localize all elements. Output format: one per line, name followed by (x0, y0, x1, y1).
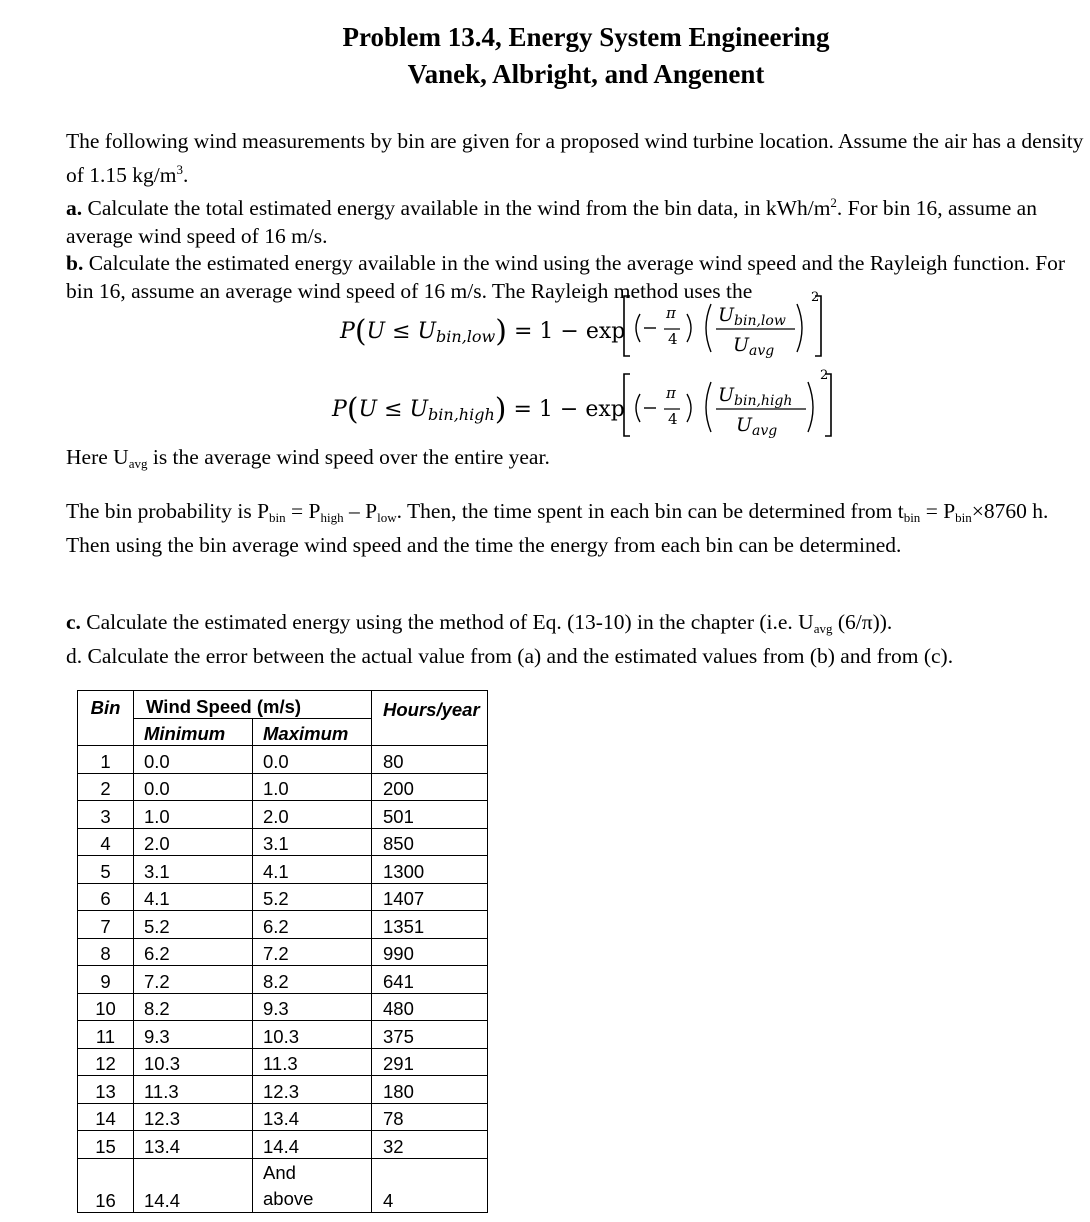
cell-hours: 850 (372, 828, 488, 856)
table-header-row-1 (78, 691, 488, 719)
header-bin: Bin (78, 691, 134, 746)
cell-bin: 10 (78, 993, 134, 1021)
eq2-U2: U (409, 397, 429, 422)
eq1-den-sub: avg (749, 343, 775, 359)
cell-hours: 501 (372, 801, 488, 829)
cell-hours: 480 (372, 993, 488, 1021)
cell-hours: 80 (372, 746, 488, 774)
table-row (78, 828, 488, 856)
part-a-label: a. (66, 196, 83, 220)
cell-max: 4.1 (253, 856, 372, 884)
bp-1: The bin probability is P (66, 499, 270, 523)
eq1-U2: U (417, 319, 437, 344)
cell-max: 9.3 (253, 993, 372, 1021)
cell-min: 6.2 (134, 938, 253, 966)
cell-bin: 6 (78, 883, 134, 911)
eq1-sub: bin,low (436, 327, 496, 346)
cell-bin: 7 (78, 911, 134, 939)
cell-max: 5.2 (253, 883, 372, 911)
cell-min: 0.0 (134, 746, 253, 774)
table-row-last (78, 1158, 488, 1212)
eq1-rhs: = 1 − exp (513, 319, 626, 344)
cell-bin: 15 (78, 1131, 134, 1159)
cell-hours: 1300 (372, 856, 488, 884)
cell-bin: 3 (78, 801, 134, 829)
cell-hours: 32 (372, 1131, 488, 1159)
cell-hours: 291 (372, 1048, 488, 1076)
cell-min: 14.4 (134, 1158, 253, 1212)
table-row (78, 801, 488, 829)
cell-min: 11.3 (134, 1076, 253, 1104)
eq2-den-U: U (736, 414, 753, 436)
table-row (78, 966, 488, 994)
cell-bin: 11 (78, 1021, 134, 1049)
bp-2: = P (285, 499, 321, 523)
bp-s5: bin (955, 510, 972, 525)
table-body (78, 746, 488, 1159)
table-row (78, 1076, 488, 1104)
cell-max: 14.4 (253, 1131, 372, 1159)
eq2-num-sub: bin,high (734, 393, 793, 409)
cell-hours: 200 (372, 773, 488, 801)
problem-statement (66, 128, 1086, 305)
cell-max: 11.3 (253, 1048, 372, 1076)
bp-4: . Then, the time spent in each bin can be determined from t (396, 499, 904, 523)
header-wind-speed: Wind Speed (m/s) (134, 691, 372, 719)
eq1-four: 4 (668, 330, 678, 348)
cell-max: 10.3 (253, 1021, 372, 1049)
part-c-text: Calculate the estimated energy using the method of Eq. (13-10) in the chapter (i.e. U (80, 610, 814, 634)
cell-hours: 180 (372, 1076, 488, 1104)
cell-max: 2.0 (253, 801, 372, 829)
header-hours: Hours/year (372, 691, 488, 746)
eq2-U: U (358, 397, 378, 422)
eq2-P: P (332, 397, 347, 422)
cell-min: 7.2 (134, 966, 253, 994)
wind-bin-table (77, 690, 488, 1213)
cell-max-line2: above (263, 1187, 314, 1209)
eq1-num-U: U (718, 304, 735, 326)
eq1-den-U: U (733, 334, 750, 356)
cell-bin: 4 (78, 828, 134, 856)
part-c-sub: avg (813, 621, 833, 636)
cell-bin: 9 (78, 966, 134, 994)
part-c-end: (6/π)). (832, 610, 893, 634)
cell-hours: 4 (372, 1158, 488, 1212)
eq1-num-sub: bin,low (734, 313, 786, 329)
cell-bin: 5 (78, 856, 134, 884)
cell-max-line1: And (263, 1161, 296, 1183)
cell-hours: 1351 (372, 911, 488, 939)
here-sub: avg (128, 456, 148, 471)
bp-3: – P (343, 499, 378, 523)
cell-min: 10.3 (134, 1048, 253, 1076)
cell-max: 8.2 (253, 966, 372, 994)
eq2-num-U: U (718, 384, 735, 406)
parts-c-d (66, 609, 1086, 670)
table-row (78, 1021, 488, 1049)
cell-min: 2.0 (134, 828, 253, 856)
page-subtitle-authors: Vanek, Albright, and Angenent (407, 59, 765, 89)
cell-max: 1.0 (253, 773, 372, 801)
cell-bin: 8 (78, 938, 134, 966)
cell-min: 3.1 (134, 856, 253, 884)
table-row (78, 938, 488, 966)
cell-min: 1.0 (134, 801, 253, 829)
intro-end: . (182, 162, 189, 187)
part-a-text: Calculate the total estimated energy available in the wind from the bin data, in kWh/m (82, 196, 831, 220)
cell-hours: 990 (372, 938, 488, 966)
rayleigh-equation-high: $P(U \le U_{bin,high}) = 1 - \exp$ π 4 $U_{bin,high}$ $U_{avg}$ 2 (0, 368, 1090, 440)
bp-s4: bin (903, 510, 921, 525)
table-row (78, 856, 488, 884)
eq1-U: U (366, 319, 386, 344)
table-row (78, 1048, 488, 1076)
cell-max: 6.2 (253, 911, 372, 939)
table-row (78, 883, 488, 911)
cell-min: 5.2 (134, 911, 253, 939)
eq1-P: P (340, 319, 355, 344)
cell-min: 8.2 (134, 993, 253, 1021)
bp-5: = P (920, 499, 956, 523)
bp-s2: high (320, 510, 344, 525)
eq1-pi: π (666, 304, 676, 322)
cell-max: 13.4 (253, 1103, 372, 1131)
cell-bin: 2 (78, 773, 134, 801)
cell-bin: 1 (78, 746, 134, 774)
here-suffix: is the average wind speed over the entire year. (147, 445, 550, 469)
eq2-power: 2 (820, 368, 829, 383)
part-a-text-end: . For bin 16, assume an average wind speed of 16 m/s. (66, 196, 1037, 248)
eq2-brackets (0, 368, 1090, 440)
table-row (78, 1131, 488, 1159)
eq2-four: 4 (668, 410, 678, 428)
bp-s3: low (377, 510, 397, 525)
table-row (78, 911, 488, 939)
cell-hours: 1407 (372, 883, 488, 911)
cell-min: 9.3 (134, 1021, 253, 1049)
cell-hours: 641 (372, 966, 488, 994)
cell-bin: 13 (78, 1076, 134, 1104)
eq2-pi: π (666, 384, 676, 402)
part-b-text: Calculate the estimated energy available in the wind using the average wind speed and the Rayleigh function. For bin 16, assume an average wind speed of 16 m/s. The Rayleigh method uses the (66, 251, 1066, 303)
intro-sup: 3 (176, 161, 183, 177)
part-c-label: c. (66, 610, 81, 634)
bp-6: ×8760 h. Then using the bin average wind speed and the time the energy from each bin can be determined. (66, 499, 1049, 557)
eq2-sub: bin,high (428, 405, 495, 424)
eq1-brackets (0, 290, 1090, 360)
part-b-label: b. (66, 251, 84, 275)
cell-min: 4.1 (134, 883, 253, 911)
cell-bin: 14 (78, 1103, 134, 1131)
bin-probability-text (66, 498, 1086, 559)
table-row (78, 746, 488, 774)
cell-hours: 375 (372, 1021, 488, 1049)
cell-max: 0.0 (253, 746, 372, 774)
page-title: Problem 13.4, Energy System Engineering (342, 22, 830, 52)
table-row (78, 773, 488, 801)
part-a-sup: 2 (830, 195, 837, 210)
eq2-den-sub: avg (752, 423, 778, 439)
table-row (78, 993, 488, 1021)
eq2-rhs: = 1 − exp (513, 397, 625, 422)
header-maximum: Maximum (263, 723, 349, 744)
cell-max (253, 1158, 372, 1212)
cell-hours: 78 (372, 1103, 488, 1131)
cell-min: 0.0 (134, 773, 253, 801)
table-row (78, 1103, 488, 1131)
header-minimum: Minimum (134, 718, 253, 746)
part-d-text: d. Calculate the error between the actual value from (a) and the estimated values from (b) and from (c). (66, 643, 954, 668)
cell-bin: 16 (78, 1158, 134, 1212)
cell-min: 13.4 (134, 1131, 253, 1159)
cell-max: 3.1 (253, 828, 372, 856)
bp-s1: bin (269, 510, 286, 525)
cell-min: 12.3 (134, 1103, 253, 1131)
eq1-power: 2 (811, 290, 820, 305)
rayleigh-equation-low: $P(U \le U_{bin,low}) = 1 - \exp$ π 4 $U_{bin,low}$ $U_{avg}$ 2 (0, 290, 1090, 360)
cell-bin: 12 (78, 1048, 134, 1076)
cell-max: 7.2 (253, 938, 372, 966)
here-prefix: Here U (66, 445, 129, 469)
cell-max: 12.3 (253, 1076, 372, 1104)
intro-text: The following wind measurements by bin are given for a proposed wind turbine location. Assume the air has a density of 1.15 kg/m (66, 129, 1084, 187)
uavg-definition (66, 444, 1086, 478)
